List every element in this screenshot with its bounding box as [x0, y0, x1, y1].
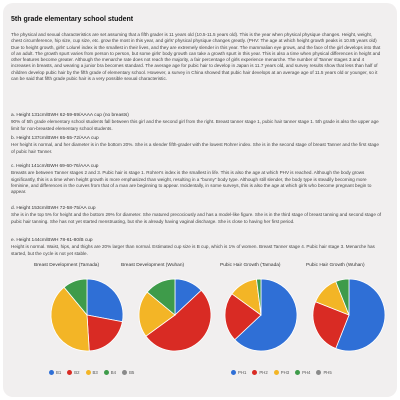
legend-item	[49, 370, 61, 375]
pie-slice-b2	[87, 315, 122, 351]
legend-label: PH4	[302, 370, 311, 375]
legend-item	[231, 370, 246, 375]
chart-title-pubic-wuhan: Pubic Hair Growth (Wuhan)	[306, 263, 365, 268]
legend-label: B5	[129, 370, 135, 375]
section-body: She is in the top 5% for height and the bottom 29% for diameter. She matured precociously and has a model-like figure. She is in the third stage of breast tanning and second stage of pubic hair tanning. She has not yet started menstruating, but she is already having vaginal discharge. She is close to having her first period.	[11, 212, 382, 224]
chart-title-breast-tamada: Breast Development (Tamada)	[34, 263, 100, 268]
legend-breast	[49, 370, 134, 375]
legend-item	[252, 370, 267, 375]
section-heading: d. Height 153cm/BWH 72-58-75/AA cup	[11, 206, 96, 211]
section-heading: e. Height 144cm/BWH 78-61-80/B cup	[11, 238, 93, 243]
section-body: Her height is normal, and her diameter is in the bottom 20%. She is a slender fifth-grader with the lowest Rohrer index. She is in the second stage of breast Tanner and the first stage of pubic hair Tanner.	[11, 142, 379, 154]
legend-label: B1	[56, 370, 62, 375]
pie-chart-breast-wuhan	[131, 271, 219, 359]
chart-title-pubic-tamada: Pubic Hair Growth (Tamada)	[220, 263, 281, 268]
legend-item	[274, 370, 289, 375]
legend-item	[86, 370, 98, 375]
legend-swatch	[104, 370, 109, 375]
section-body: Height is normal. Waist, hips, and thighs are 20% larger than normal. Estimated cup size is B cup, which is 1% of women. Breast Tanner stage 4. Pubic hair stage 3. Menarche has started, but the cycle is not yet stable.	[11, 244, 375, 256]
legend-swatch	[252, 370, 257, 375]
legend-swatch	[295, 370, 300, 375]
intro-text: The physical and sexual characteristics are set assuming that a fifth grader is 11 years old (10.5-11.5 years old). This is the year when physical physique changes. Height, weight, chest circumference, hip size, cup size, etc. grow the most in this year, and girls' physical physique changes greatly. (PHV: The age at which height growth peaks is 10.85 years old) Due to height growth, girls' Lolurel index is the smallest in their lives, and they are extremely slender in this year. The mammalian eye grows, and the face of the girl develops into that of an adult. The growth spurt varies from person to person, but some girls' body growth can take a growth spurt in this year. This is also a time when physical differences in height and other features become greater. Although the menarche rate does not reach the majority, a fair percentage of girls experience menarche. The number of Tanner stages 3 and 4 increases in breasts, and wearing a junior bra becomes standard. The average age for pubic hair to develop in Japan is 11.7 years old, and survey results show that less than half of children develop pubic hair by the fifth grade of elementary school. However, a survey in China showed that pubic hair develops at an average age of 11.5 years old or younger, so it can be said that fifth grade pubic hair is a very possible sexual characteristic.	[11, 32, 381, 82]
legend-swatch	[49, 370, 54, 375]
legend-item	[122, 370, 134, 375]
legend-label: PH1	[238, 370, 247, 375]
pie-chart-pubic-wuhan	[305, 271, 393, 359]
legend-item	[104, 370, 116, 375]
legend-swatch	[86, 370, 91, 375]
section-heading: b. Height 137cm/BWH 65-55-72/AAA cup	[11, 136, 99, 141]
pie-slice-b1	[87, 279, 123, 322]
legend-label: PH5	[323, 370, 332, 375]
document-card	[3, 3, 397, 397]
section-e	[11, 238, 383, 257]
legend-swatch	[122, 370, 127, 375]
legend-pubic-hair	[231, 370, 332, 375]
legend-swatch	[231, 370, 236, 375]
section-body: Breasts are between Tanner stages 2 and 3. Pubic hair is stage 1. Rohrer's index is the smallest in life. This is also the age at which PHV is reached. Although the body grows significantly, this is a time when height growth is more emphasized than weight, resulting in a "bunny" body type. Although still slender, the body type is steadily becoming more feminine, and differences in the curves from that of a man are beginning to appear. Incidentally, in some surveys, this is also the age at which girls who become pregnant begin to appear.	[11, 170, 372, 195]
page-title: 5th grade elementary school student	[11, 16, 134, 23]
section-a	[11, 113, 383, 132]
legend-label: B4	[110, 370, 117, 375]
section-heading: c. Height 141cm/BWH 69-60-76/AAA cup	[11, 164, 99, 169]
legend-label: PH2	[259, 370, 268, 375]
legend-label: B2	[74, 370, 80, 375]
legend-swatch	[316, 370, 321, 375]
legend-item	[316, 370, 331, 375]
intro-paragraph	[11, 32, 383, 82]
pie-chart-breast-tamada	[43, 271, 131, 359]
legend-label: B3	[92, 370, 98, 375]
pie-chart-pubic-tamada	[217, 271, 305, 359]
chart-title-breast-wuhan: Breast Development (Wuhan)	[121, 263, 185, 268]
legend-swatch	[274, 370, 279, 375]
section-heading: a. Height 131cm/BWH 62-59-69/AAAA cup (no breasts)	[11, 113, 129, 118]
section-d	[11, 206, 383, 225]
legend-item	[295, 370, 310, 375]
legend-label: PH3	[280, 370, 290, 375]
legend-item	[67, 370, 79, 375]
section-c	[11, 164, 383, 195]
section-body: 90% of 5th grade elementary school students fall between this girl and the second girl from the right. Breast tanner stage 1, pubic hair tanner stage 1. 5th grade is also the upper age limit for non-breasted elementary school students.	[11, 119, 379, 131]
section-b	[11, 136, 383, 155]
legend-swatch	[67, 370, 72, 375]
